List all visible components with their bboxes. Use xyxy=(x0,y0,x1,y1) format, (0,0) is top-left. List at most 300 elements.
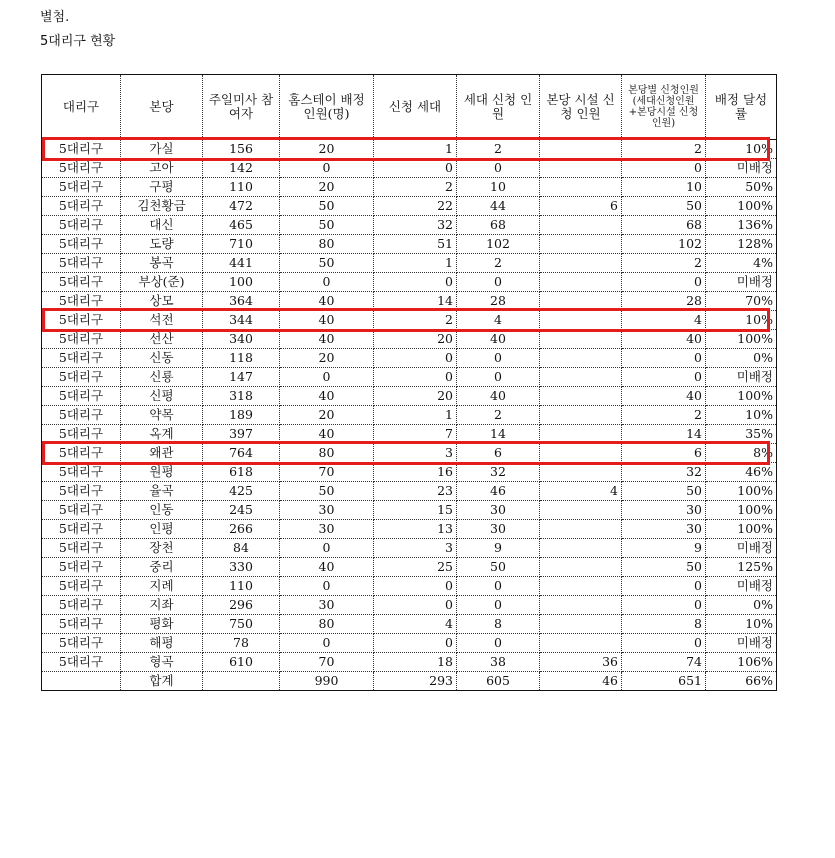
cell-parish: 약목 xyxy=(121,406,203,425)
cell-mass-attendees: 296 xyxy=(203,596,280,615)
cell-homestay-quota: 40 xyxy=(280,311,374,330)
cell-mass-attendees: 110 xyxy=(203,577,280,596)
cell-parish: 대신 xyxy=(121,216,203,235)
cell-homestay-quota: 20 xyxy=(280,140,374,159)
total-parish-applicants: 651 xyxy=(622,672,706,691)
total-facility-applicants: 46 xyxy=(540,672,622,691)
cell-mass-attendees: 245 xyxy=(203,501,280,520)
total-achievement-rate: 66% xyxy=(745,673,773,688)
cell-district: 5대리구 xyxy=(42,330,121,349)
cell-facility-applicants xyxy=(540,425,622,444)
cell-facility-applicants xyxy=(540,368,622,387)
cell-parish-applicants: 30 xyxy=(622,501,706,520)
cell-achievement-rate: 100% xyxy=(706,520,777,539)
cell-household-applicants: 2 xyxy=(457,254,540,273)
header-household-applicants: 세대 신청 인원 xyxy=(457,75,540,140)
cell-achievement-rate: 미배정 xyxy=(706,577,777,596)
cell-homestay-quota: 70 xyxy=(280,653,374,672)
table-row xyxy=(42,501,777,520)
cell-parish: 옥계 xyxy=(121,425,203,444)
cell-household-applicants: 0 xyxy=(457,159,540,178)
cell-achievement-rate: 미배정 xyxy=(706,273,777,292)
cell-homestay-quota: 0 xyxy=(280,368,374,387)
cell-achievement-rate: 100% xyxy=(706,330,777,349)
cell-parish: 원평 xyxy=(121,463,203,482)
cell-facility-applicants xyxy=(540,463,622,482)
cell-parish-applicants: 74 xyxy=(622,653,706,672)
cell-households: 22 xyxy=(374,197,457,216)
table-row xyxy=(42,596,777,615)
cell-achievement-rate: 35% xyxy=(706,425,777,444)
cell-achievement-rate: 미배정 xyxy=(706,368,777,387)
cell-achievement-rate: 10% xyxy=(706,615,777,634)
cell-achievement-rate: 미배정 xyxy=(706,159,777,178)
cell-households: 51 xyxy=(374,235,457,254)
cell-households: 20 xyxy=(374,387,457,406)
table-row xyxy=(42,463,777,482)
cell-households: 15 xyxy=(374,501,457,520)
table-row xyxy=(42,368,777,387)
cell-households: 20 xyxy=(374,330,457,349)
cell-district: 5대리구 xyxy=(42,197,121,216)
cell-households: 0 xyxy=(374,577,457,596)
document-title: 5대리구 현황 xyxy=(40,34,116,49)
cell-parish: 신동 xyxy=(121,349,203,368)
table-body xyxy=(42,140,777,691)
cell-household-applicants: 0 xyxy=(457,596,540,615)
cell-mass-attendees: 340 xyxy=(203,330,280,349)
cell-mass-attendees: 465 xyxy=(203,216,280,235)
cell-homestay-quota: 0 xyxy=(280,577,374,596)
cell-household-applicants: 38 xyxy=(457,653,540,672)
cell-mass-attendees: 266 xyxy=(203,520,280,539)
cell-district: 5대리구 xyxy=(42,596,121,615)
cell-mass-attendees: 118 xyxy=(203,349,280,368)
header-district: 대리구 xyxy=(42,75,121,140)
cell-parish: 중리 xyxy=(121,558,203,577)
total-household-applicants: 605 xyxy=(457,672,540,691)
cell-household-applicants: 50 xyxy=(457,558,540,577)
cell-homestay-quota: 80 xyxy=(280,235,374,254)
total-households: 293 xyxy=(374,672,457,691)
cell-household-applicants: 4 xyxy=(457,311,540,330)
cell-homestay-quota: 20 xyxy=(280,406,374,425)
cell-household-applicants: 0 xyxy=(457,349,540,368)
cell-household-applicants: 10 xyxy=(457,178,540,197)
cell-district: 5대리구 xyxy=(42,368,121,387)
cell-achievement-rate: 70% xyxy=(706,292,777,311)
cell-achievement-rate: 8% xyxy=(706,444,777,463)
cell-homestay-quota: 0 xyxy=(280,539,374,558)
cell-household-applicants: 0 xyxy=(457,634,540,653)
cell-parish-applicants: 50 xyxy=(622,197,706,216)
cell-district: 5대리구 xyxy=(42,539,121,558)
cell-households: 23 xyxy=(374,482,457,501)
cell-facility-applicants xyxy=(540,444,622,463)
cell-households: 4 xyxy=(374,615,457,634)
cell-achievement-rate: 106% xyxy=(706,653,777,672)
table-row xyxy=(42,159,777,178)
cell-mass-attendees: 472 xyxy=(203,197,280,216)
table-row xyxy=(42,634,777,653)
cell-facility-applicants xyxy=(540,634,622,653)
cell-household-applicants: 9 xyxy=(457,539,540,558)
cell-parish-applicants: 50 xyxy=(622,558,706,577)
cell-parish-applicants: 2 xyxy=(622,140,706,159)
cell-district: 5대리구 xyxy=(42,501,121,520)
cell-homestay-quota: 50 xyxy=(280,197,374,216)
cell-mass-attendees: 610 xyxy=(203,653,280,672)
cell-parish: 율곡 xyxy=(121,482,203,501)
cell-parish: 김천황금 xyxy=(121,197,203,216)
cell-district: 5대리구 xyxy=(42,387,121,406)
cell-parish-applicants: 0 xyxy=(622,577,706,596)
cell-achievement-rate: 10% xyxy=(706,311,777,330)
cell-parish: 평화 xyxy=(121,615,203,634)
cell-achievement-rate: 46% xyxy=(706,463,777,482)
cell-achievement-rate: 100% xyxy=(706,387,777,406)
cell-parish-applicants: 4 xyxy=(622,311,706,330)
cell-facility-applicants xyxy=(540,178,622,197)
cell-households: 32 xyxy=(374,216,457,235)
cell-facility-applicants xyxy=(540,501,622,520)
cell-mass-attendees: 110 xyxy=(203,178,280,197)
cell-achievement-rate: 100% xyxy=(706,197,777,216)
cell-facility-applicants xyxy=(540,273,622,292)
cell-parish: 지례 xyxy=(121,577,203,596)
cell-household-applicants: 40 xyxy=(457,330,540,349)
cell-household-applicants: 46 xyxy=(457,482,540,501)
cell-household-applicants: 8 xyxy=(457,615,540,634)
cell-households: 1 xyxy=(374,254,457,273)
table-row xyxy=(42,140,777,159)
attachment-label: 별첨. xyxy=(40,10,70,25)
cell-homestay-quota: 40 xyxy=(280,425,374,444)
cell-homestay-quota: 50 xyxy=(280,216,374,235)
cell-parish: 해평 xyxy=(121,634,203,653)
cell-achievement-rate: 10% xyxy=(706,406,777,425)
cell-households: 1 xyxy=(374,406,457,425)
cell-facility-applicants xyxy=(540,159,622,178)
cell-mass-attendees: 750 xyxy=(203,615,280,634)
cell-households: 13 xyxy=(374,520,457,539)
cell-homestay-quota: 0 xyxy=(280,159,374,178)
cell-facility-applicants xyxy=(540,615,622,634)
cell-district: 5대리구 xyxy=(42,273,121,292)
cell-district: 5대리구 xyxy=(42,463,121,482)
cell-achievement-rate: 0% xyxy=(706,596,777,615)
table-row xyxy=(42,197,777,216)
cell-parish: 구평 xyxy=(121,178,203,197)
table-row xyxy=(42,349,777,368)
cell-household-applicants: 68 xyxy=(457,216,540,235)
cell-district: 5대리구 xyxy=(42,425,121,444)
cell-facility-applicants xyxy=(540,349,622,368)
cell-households: 2 xyxy=(374,311,457,330)
cell-household-applicants: 28 xyxy=(457,292,540,311)
cell-mass-attendees: 441 xyxy=(203,254,280,273)
table-row xyxy=(42,520,777,539)
total-homestay-quota: 990 xyxy=(280,672,374,691)
cell-facility-applicants xyxy=(540,292,622,311)
cell-parish-applicants: 8 xyxy=(622,615,706,634)
cell-homestay-quota: 40 xyxy=(280,387,374,406)
cell-mass-attendees: 618 xyxy=(203,463,280,482)
cell-parish-applicants: 2 xyxy=(622,254,706,273)
cell-achievement-rate: 136% xyxy=(706,216,777,235)
cell-mass-attendees: 344 xyxy=(203,311,280,330)
table-row xyxy=(42,292,777,311)
cell-achievement-rate: 128% xyxy=(706,235,777,254)
cell-parish-applicants: 102 xyxy=(622,235,706,254)
cell-households: 18 xyxy=(374,653,457,672)
cell-district: 5대리구 xyxy=(42,235,121,254)
cell-mass-attendees: 147 xyxy=(203,368,280,387)
cell-households: 1 xyxy=(374,140,457,159)
cell-households: 0 xyxy=(374,596,457,615)
cell-facility-applicants xyxy=(540,254,622,273)
cell-household-applicants: 2 xyxy=(457,406,540,425)
cell-households: 14 xyxy=(374,292,457,311)
cell-homestay-quota: 50 xyxy=(280,482,374,501)
cell-facility-applicants xyxy=(540,387,622,406)
cell-parish-applicants: 6 xyxy=(622,444,706,463)
header-parish: 본당 xyxy=(121,75,203,140)
cell-facility-applicants: 36 xyxy=(540,653,622,672)
cell-mass-attendees: 330 xyxy=(203,558,280,577)
cell-mass-attendees: 142 xyxy=(203,159,280,178)
table-row xyxy=(42,330,777,349)
cell-parish: 신평 xyxy=(121,387,203,406)
cell-homestay-quota: 30 xyxy=(280,501,374,520)
cell-mass-attendees: 425 xyxy=(203,482,280,501)
cell-mass-attendees: 156 xyxy=(203,140,280,159)
cell-households: 0 xyxy=(374,159,457,178)
cell-achievement-rate: 125% xyxy=(706,558,777,577)
table-row xyxy=(42,235,777,254)
cell-household-applicants: 0 xyxy=(457,368,540,387)
header-homestay-quota: 홈스테이 배정 인원(명) xyxy=(280,75,374,140)
cell-parish-applicants: 0 xyxy=(622,349,706,368)
cell-achievement-rate: 미배정 xyxy=(706,634,777,653)
cell-homestay-quota: 40 xyxy=(280,558,374,577)
cell-parish: 인동 xyxy=(121,501,203,520)
cell-household-applicants: 30 xyxy=(457,501,540,520)
cell-homestay-quota: 30 xyxy=(280,596,374,615)
cell-facility-applicants xyxy=(540,330,622,349)
cell-homestay-quota: 80 xyxy=(280,444,374,463)
cell-homestay-quota: 80 xyxy=(280,615,374,634)
cell-facility-applicants xyxy=(540,235,622,254)
cell-mass-attendees: 100 xyxy=(203,273,280,292)
cell-achievement-rate: 미배정 xyxy=(706,539,777,558)
cell-homestay-quota: 0 xyxy=(280,634,374,653)
cell-achievement-rate: 100% xyxy=(706,501,777,520)
table-row xyxy=(42,558,777,577)
cell-parish-applicants: 40 xyxy=(622,330,706,349)
parish-status-table xyxy=(41,74,777,691)
cell-facility-applicants xyxy=(540,520,622,539)
cell-district: 5대리구 xyxy=(42,615,121,634)
header-parish-applicants: 본당별 신청인원 (세대신청인원+본당시설 신청인원) xyxy=(622,75,706,140)
cell-achievement-rate: 100% xyxy=(706,482,777,501)
cell-household-applicants: 102 xyxy=(457,235,540,254)
cell-parish-applicants: 0 xyxy=(622,273,706,292)
cell-achievement-rate: 0% xyxy=(706,349,777,368)
cell-parish: 인평 xyxy=(121,520,203,539)
cell-district: 5대리구 xyxy=(42,140,121,159)
table-row xyxy=(42,577,777,596)
cell-homestay-quota: 20 xyxy=(280,349,374,368)
cell-homestay-quota: 40 xyxy=(280,292,374,311)
cell-parish: 왜관 xyxy=(121,444,203,463)
cell-households: 25 xyxy=(374,558,457,577)
table-row xyxy=(42,254,777,273)
cell-parish: 도량 xyxy=(121,235,203,254)
table-row xyxy=(42,311,777,330)
cell-district: 5대리구 xyxy=(42,577,121,596)
cell-district: 5대리구 xyxy=(42,653,121,672)
cell-district: 5대리구 xyxy=(42,159,121,178)
cell-parish: 가실 xyxy=(121,140,203,159)
cell-parish-applicants: 32 xyxy=(622,463,706,482)
cell-facility-applicants: 6 xyxy=(540,197,622,216)
cell-facility-applicants xyxy=(540,140,622,159)
cell-parish-applicants: 0 xyxy=(622,596,706,615)
cell-parish-applicants: 68 xyxy=(622,216,706,235)
table-row xyxy=(42,273,777,292)
cell-household-applicants: 0 xyxy=(457,577,540,596)
cell-facility-applicants xyxy=(540,539,622,558)
cell-homestay-quota: 20 xyxy=(280,178,374,197)
cell-household-applicants: 2 xyxy=(457,140,540,159)
cell-district: 5대리구 xyxy=(42,178,121,197)
cell-mass-attendees: 764 xyxy=(203,444,280,463)
cell-district: 5대리구 xyxy=(42,292,121,311)
cell-facility-applicants xyxy=(540,406,622,425)
cell-facility-applicants xyxy=(540,216,622,235)
table-row xyxy=(42,615,777,634)
cell-household-applicants: 44 xyxy=(457,197,540,216)
header-mass-attendees: 주일미사 참여자 xyxy=(203,75,280,140)
table-row xyxy=(42,178,777,197)
cell-parish: 선산 xyxy=(121,330,203,349)
cell-parish-applicants: 0 xyxy=(622,368,706,387)
cell-parish-applicants: 28 xyxy=(622,292,706,311)
cell-household-applicants: 0 xyxy=(457,273,540,292)
table-row xyxy=(42,653,777,672)
cell-parish-applicants: 0 xyxy=(622,634,706,653)
cell-parish-applicants: 14 xyxy=(622,425,706,444)
cell-achievement-rate: 50% xyxy=(706,178,777,197)
cell-household-applicants: 30 xyxy=(457,520,540,539)
cell-household-applicants: 6 xyxy=(457,444,540,463)
cell-parish: 형곡 xyxy=(121,653,203,672)
cell-district: 5대리구 xyxy=(42,444,121,463)
cell-district: 5대리구 xyxy=(42,311,121,330)
cell-parish: 지좌 xyxy=(121,596,203,615)
header-applying-households: 신청 세대 xyxy=(374,75,457,140)
cell-parish-applicants: 30 xyxy=(622,520,706,539)
cell-parish: 장천 xyxy=(121,539,203,558)
cell-district: 5대리구 xyxy=(42,254,121,273)
cell-households: 0 xyxy=(374,368,457,387)
cell-parish-applicants: 9 xyxy=(622,539,706,558)
table-row xyxy=(42,406,777,425)
total-district xyxy=(42,672,121,691)
total-parish: 합계 xyxy=(121,672,203,691)
table-row xyxy=(42,444,777,463)
cell-parish: 신룡 xyxy=(121,368,203,387)
cell-mass-attendees: 364 xyxy=(203,292,280,311)
cell-achievement-rate: 10% xyxy=(706,140,777,159)
cell-household-applicants: 14 xyxy=(457,425,540,444)
table-header xyxy=(42,75,777,140)
cell-households: 3 xyxy=(374,539,457,558)
cell-facility-applicants xyxy=(540,596,622,615)
cell-achievement-rate: 4% xyxy=(706,254,777,273)
cell-facility-applicants xyxy=(540,311,622,330)
cell-parish: 고아 xyxy=(121,159,203,178)
cell-households: 3 xyxy=(374,444,457,463)
cell-household-applicants: 40 xyxy=(457,387,540,406)
cell-mass-attendees: 189 xyxy=(203,406,280,425)
cell-parish-applicants: 0 xyxy=(622,159,706,178)
header-facility-applicants: 본당 시설 신청 인원 xyxy=(540,75,622,140)
cell-households: 16 xyxy=(374,463,457,482)
cell-district: 5대리구 xyxy=(42,349,121,368)
cell-homestay-quota: 70 xyxy=(280,463,374,482)
header-achievement-rate: 배정 달성률 xyxy=(706,75,777,140)
table-row xyxy=(42,387,777,406)
total-mass-attendees xyxy=(203,672,280,691)
cell-parish: 봉곡 xyxy=(121,254,203,273)
cell-district: 5대리구 xyxy=(42,482,121,501)
cell-households: 2 xyxy=(374,178,457,197)
cell-households: 0 xyxy=(374,273,457,292)
cell-mass-attendees: 397 xyxy=(203,425,280,444)
cell-homestay-quota: 40 xyxy=(280,330,374,349)
table-row xyxy=(42,539,777,558)
cell-facility-applicants: 4 xyxy=(540,482,622,501)
cell-mass-attendees: 84 xyxy=(203,539,280,558)
cell-homestay-quota: 0 xyxy=(280,273,374,292)
cell-mass-attendees: 710 xyxy=(203,235,280,254)
cell-district: 5대리구 xyxy=(42,406,121,425)
cell-mass-attendees: 78 xyxy=(203,634,280,653)
cell-parish: 상모 xyxy=(121,292,203,311)
table-row xyxy=(42,482,777,501)
cell-households: 7 xyxy=(374,425,457,444)
cell-parish-applicants: 2 xyxy=(622,406,706,425)
table-row xyxy=(42,425,777,444)
cell-district: 5대리구 xyxy=(42,216,121,235)
cell-district: 5대리구 xyxy=(42,558,121,577)
cell-facility-applicants xyxy=(540,577,622,596)
cell-parish: 석전 xyxy=(121,311,203,330)
total-row xyxy=(42,672,777,691)
cell-households: 0 xyxy=(374,349,457,368)
cell-parish-applicants: 50 xyxy=(622,482,706,501)
cell-households: 0 xyxy=(374,634,457,653)
cell-homestay-quota: 30 xyxy=(280,520,374,539)
cell-household-applicants: 32 xyxy=(457,463,540,482)
cell-homestay-quota: 50 xyxy=(280,254,374,273)
cell-parish-applicants: 10 xyxy=(622,178,706,197)
cell-district: 5대리구 xyxy=(42,520,121,539)
cell-mass-attendees: 318 xyxy=(203,387,280,406)
cell-facility-applicants xyxy=(540,558,622,577)
